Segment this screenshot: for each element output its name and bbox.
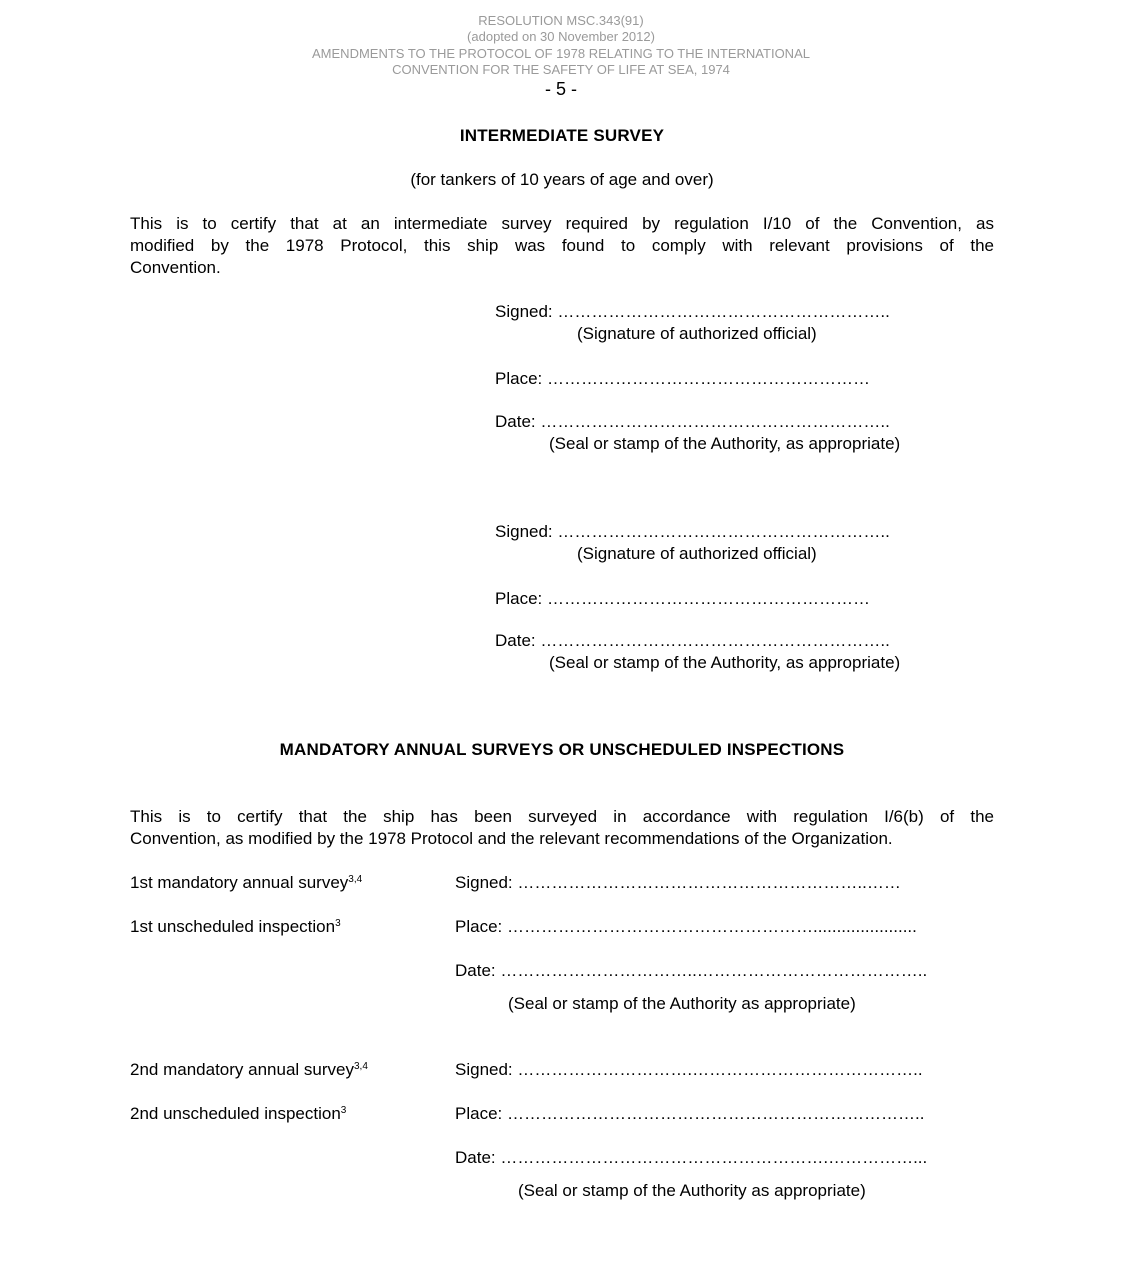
footnote-ref: 3,4	[353, 1061, 368, 1072]
signed-line: Signed: ……………………………………………………..……	[455, 873, 901, 892]
header-title-line2: CONVENTION FOR THE SAFETY OF LIFE AT SEA, 1974	[392, 62, 730, 77]
page-number: - 5 -	[544, 79, 577, 99]
inspection-label	[130, 1103, 346, 1125]
signed-line: Signed: ………………………….…………………………………..	[455, 1060, 923, 1079]
mandatory-surveys-title: MANDATORY ANNUAL SURVEYS OR UNSCHEDULED INSPECTIONS	[279, 740, 845, 759]
footnote-ref: 3,4	[348, 874, 363, 885]
intermediate-survey-title: INTERMEDIATE SURVEY	[459, 126, 665, 145]
seal-note: (Seal or stamp of the Authority as appropriate)	[508, 994, 856, 1013]
paragraph-line: Convention, as modified by the 1978 Protocol and the relevant recommendations of the Organization.	[130, 829, 893, 848]
paragraph-line: modified by the 1978 Protocol, this ship was found to comply with relevant provisions of the	[130, 236, 994, 255]
paragraph-line: This is to certify that at an intermediate survey required by regulation I/10 of the Convention, as	[130, 214, 994, 233]
inspection-label-text: 2nd unscheduled inspection	[130, 1104, 341, 1123]
footnote-ref: 3	[340, 1105, 347, 1116]
header-adopted: (adopted on 30 November 2012)	[467, 29, 655, 44]
place-line: Place: …………………………………………………	[495, 369, 870, 388]
paragraph-line: This is to certify that the ship has been surveyed in accordance with regulation I/6(b) of the	[130, 807, 994, 826]
date-line: Date: ……………………………………………………..	[495, 412, 890, 431]
place-line: Place: …………………………………………………	[495, 589, 870, 608]
header-title-line1: AMENDMENTS TO THE PROTOCOL OF 1978 RELATING TO THE INTERNATIONAL	[312, 46, 810, 61]
date-line: Date: ……………………………………………………..	[495, 631, 890, 650]
mandatory-certify-paragraph	[130, 806, 994, 850]
survey-label-text: 2nd mandatory annual survey	[130, 1060, 354, 1079]
intermediate-certify-paragraph	[130, 213, 994, 279]
survey-label-text: 1st mandatory annual survey	[130, 873, 349, 892]
signature-note: (Signature of authorized official)	[577, 544, 817, 563]
header-resolution: RESOLUTION MSC.343(91)	[478, 13, 644, 28]
survey-label	[130, 1059, 368, 1081]
place-line: Place: ………………………………………………......................	[455, 917, 917, 936]
survey-label	[130, 872, 362, 894]
date-line: Date: ………………………………………………….……………...	[455, 1148, 928, 1167]
footnote-ref: 3	[335, 918, 341, 929]
signed-line: Signed: …………………………………………………..	[495, 302, 890, 321]
signed-line: Signed: …………………………………………………..	[495, 522, 890, 541]
place-line: Place: ………………………………………………………………..	[455, 1104, 925, 1123]
paragraph-line: Convention.	[130, 258, 221, 277]
inspection-label	[130, 916, 341, 938]
signature-note: (Signature of authorized official)	[577, 324, 817, 343]
seal-note: (Seal or stamp of the Authority as appropriate)	[518, 1181, 866, 1200]
date-line: Date: ……………………………..…………………………………..	[455, 961, 928, 980]
seal-note: (Seal or stamp of the Authority, as appropriate)	[549, 653, 901, 672]
inspection-label-text: 1st unscheduled inspection	[130, 917, 336, 936]
intermediate-survey-subtitle: (for tankers of 10 years of age and over)	[410, 170, 714, 189]
seal-note: (Seal or stamp of the Authority, as appropriate)	[549, 434, 901, 453]
